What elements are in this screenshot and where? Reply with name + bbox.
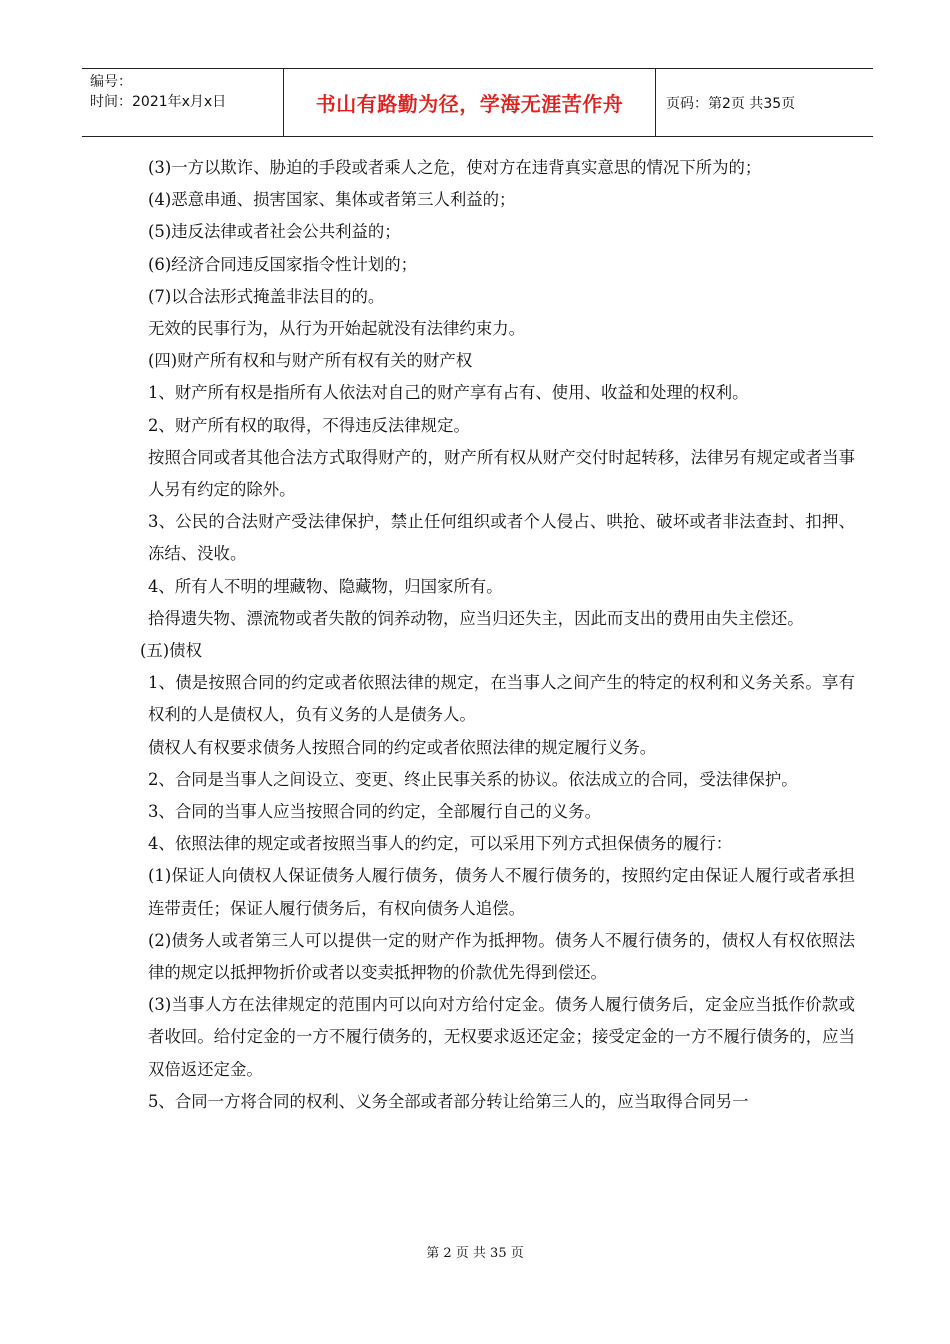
paragraph: (2)债务人或者第三人可以提供一定的财产作为抵押物。债务人不履行债务的，债权人有权依照法律的规定以抵押物折价或者以变卖抵押物的价款优先得到偿还。 <box>148 930 855 983</box>
paragraph: 1、债是按照合同的约定或者依照法律的规定，在当事人之间产生的特定的权利和义务关系。享有权利的人是债权人，负有义务的人是债务人。 <box>148 673 855 725</box>
paragraph: (五)债权 <box>140 641 202 661</box>
paragraph: (4)恶意串通、损害国家、集体或者第三人利益的； <box>148 190 516 210</box>
paragraph: (四)财产所有权和与财产所有权有关的财产权 <box>148 351 473 371</box>
paragraph: 4、所有人不明的埋藏物、隐藏物，归国家所有。 <box>148 576 503 596</box>
paragraph: 无效的民事行为，从行为开始起就没有法律约束力。 <box>148 319 525 339</box>
header-motto: 书山有路勤为径，学海无涯苦作舟 <box>315 92 624 116</box>
header-page-cell <box>656 69 873 136</box>
paragraph: 3、公民的合法财产受法律保护，禁止任何组织或者个人侵占、哄抢、破坏或者非法查封、扣押、冻结、没收。 <box>148 512 855 564</box>
page-footer <box>0 1242 950 1261</box>
document-body <box>110 152 855 1118</box>
paragraph: 按照合同或者其他合法方式取得财产的，财产所有权从财产交付时起转移，法律另有规定或者当事人另有约定的除外。 <box>148 447 855 500</box>
paragraph: 拾得遗失物、漂流物或者失散的饲养动物，应当归还失主，因此而支出的费用由失主偿还。 <box>148 608 804 628</box>
paragraph: (7)以合法形式掩盖非法目的的。 <box>148 286 385 306</box>
paragraph: (3)一方以欺诈、胁迫的手段或者乘人之危，使对方在违背真实意思的情况下所为的； <box>148 158 762 177</box>
page-header <box>82 68 873 137</box>
paragraph: 2、合同是当事人之间设立、变更、终止民事关系的协议。依法成立的合同，受法律保护。 <box>148 769 798 789</box>
paragraph: 债权人有权要求债务人按照合同的约定或者依照法律的规定履行义务。 <box>148 737 657 757</box>
paragraph: (5)违反法律或者社会公共利益的； <box>148 222 401 242</box>
header-motto-cell <box>284 69 656 136</box>
paragraph: 1、财产所有权是指所有人依法对自己的财产享有占有、使用、收益和处理的权利。 <box>148 383 749 403</box>
paragraph: 3、合同的当事人应当按照合同的约定，全部履行自己的义务。 <box>148 802 601 822</box>
footer-page-number: 第 2 页 共 35 页 <box>426 1246 524 1261</box>
document-time-label: 时间：2021年x月x日 <box>90 94 227 110</box>
header-page-info: 页码：第2页 共35页 <box>666 95 796 112</box>
paragraph: (1)保证人向债权人保证债务人履行债务，债务人不履行债务的，按照约定由保证人履行或者承担连带责任；保证人履行债务后，有权向债务人追偿。 <box>148 866 855 918</box>
paragraph: 4、依照法律的规定或者按照当事人的约定，可以采用下列方式担保债务的履行： <box>148 834 733 854</box>
paragraph: (6)经济合同违反国家指令性计划的； <box>148 254 418 274</box>
paragraph: 2、财产所有权的取得，不得违反法律规定。 <box>148 415 470 435</box>
paragraph: (3)当事人方在法律规定的范围内可以向对方给付定金。债务人履行债务后，定金应当抵作价款或者收回。给付定金的一方不履行债务的，无权要求返还定金；接受定金的一方不履行债务的，应当双倍返还定金。 <box>148 995 855 1079</box>
header-meta-cell <box>82 69 284 136</box>
document-number-label: 编号： <box>90 74 132 90</box>
paragraph: 5、合同一方将合同的权利、义务全部或者部分转让给第三人的，应当取得合同另一 <box>148 1091 749 1111</box>
